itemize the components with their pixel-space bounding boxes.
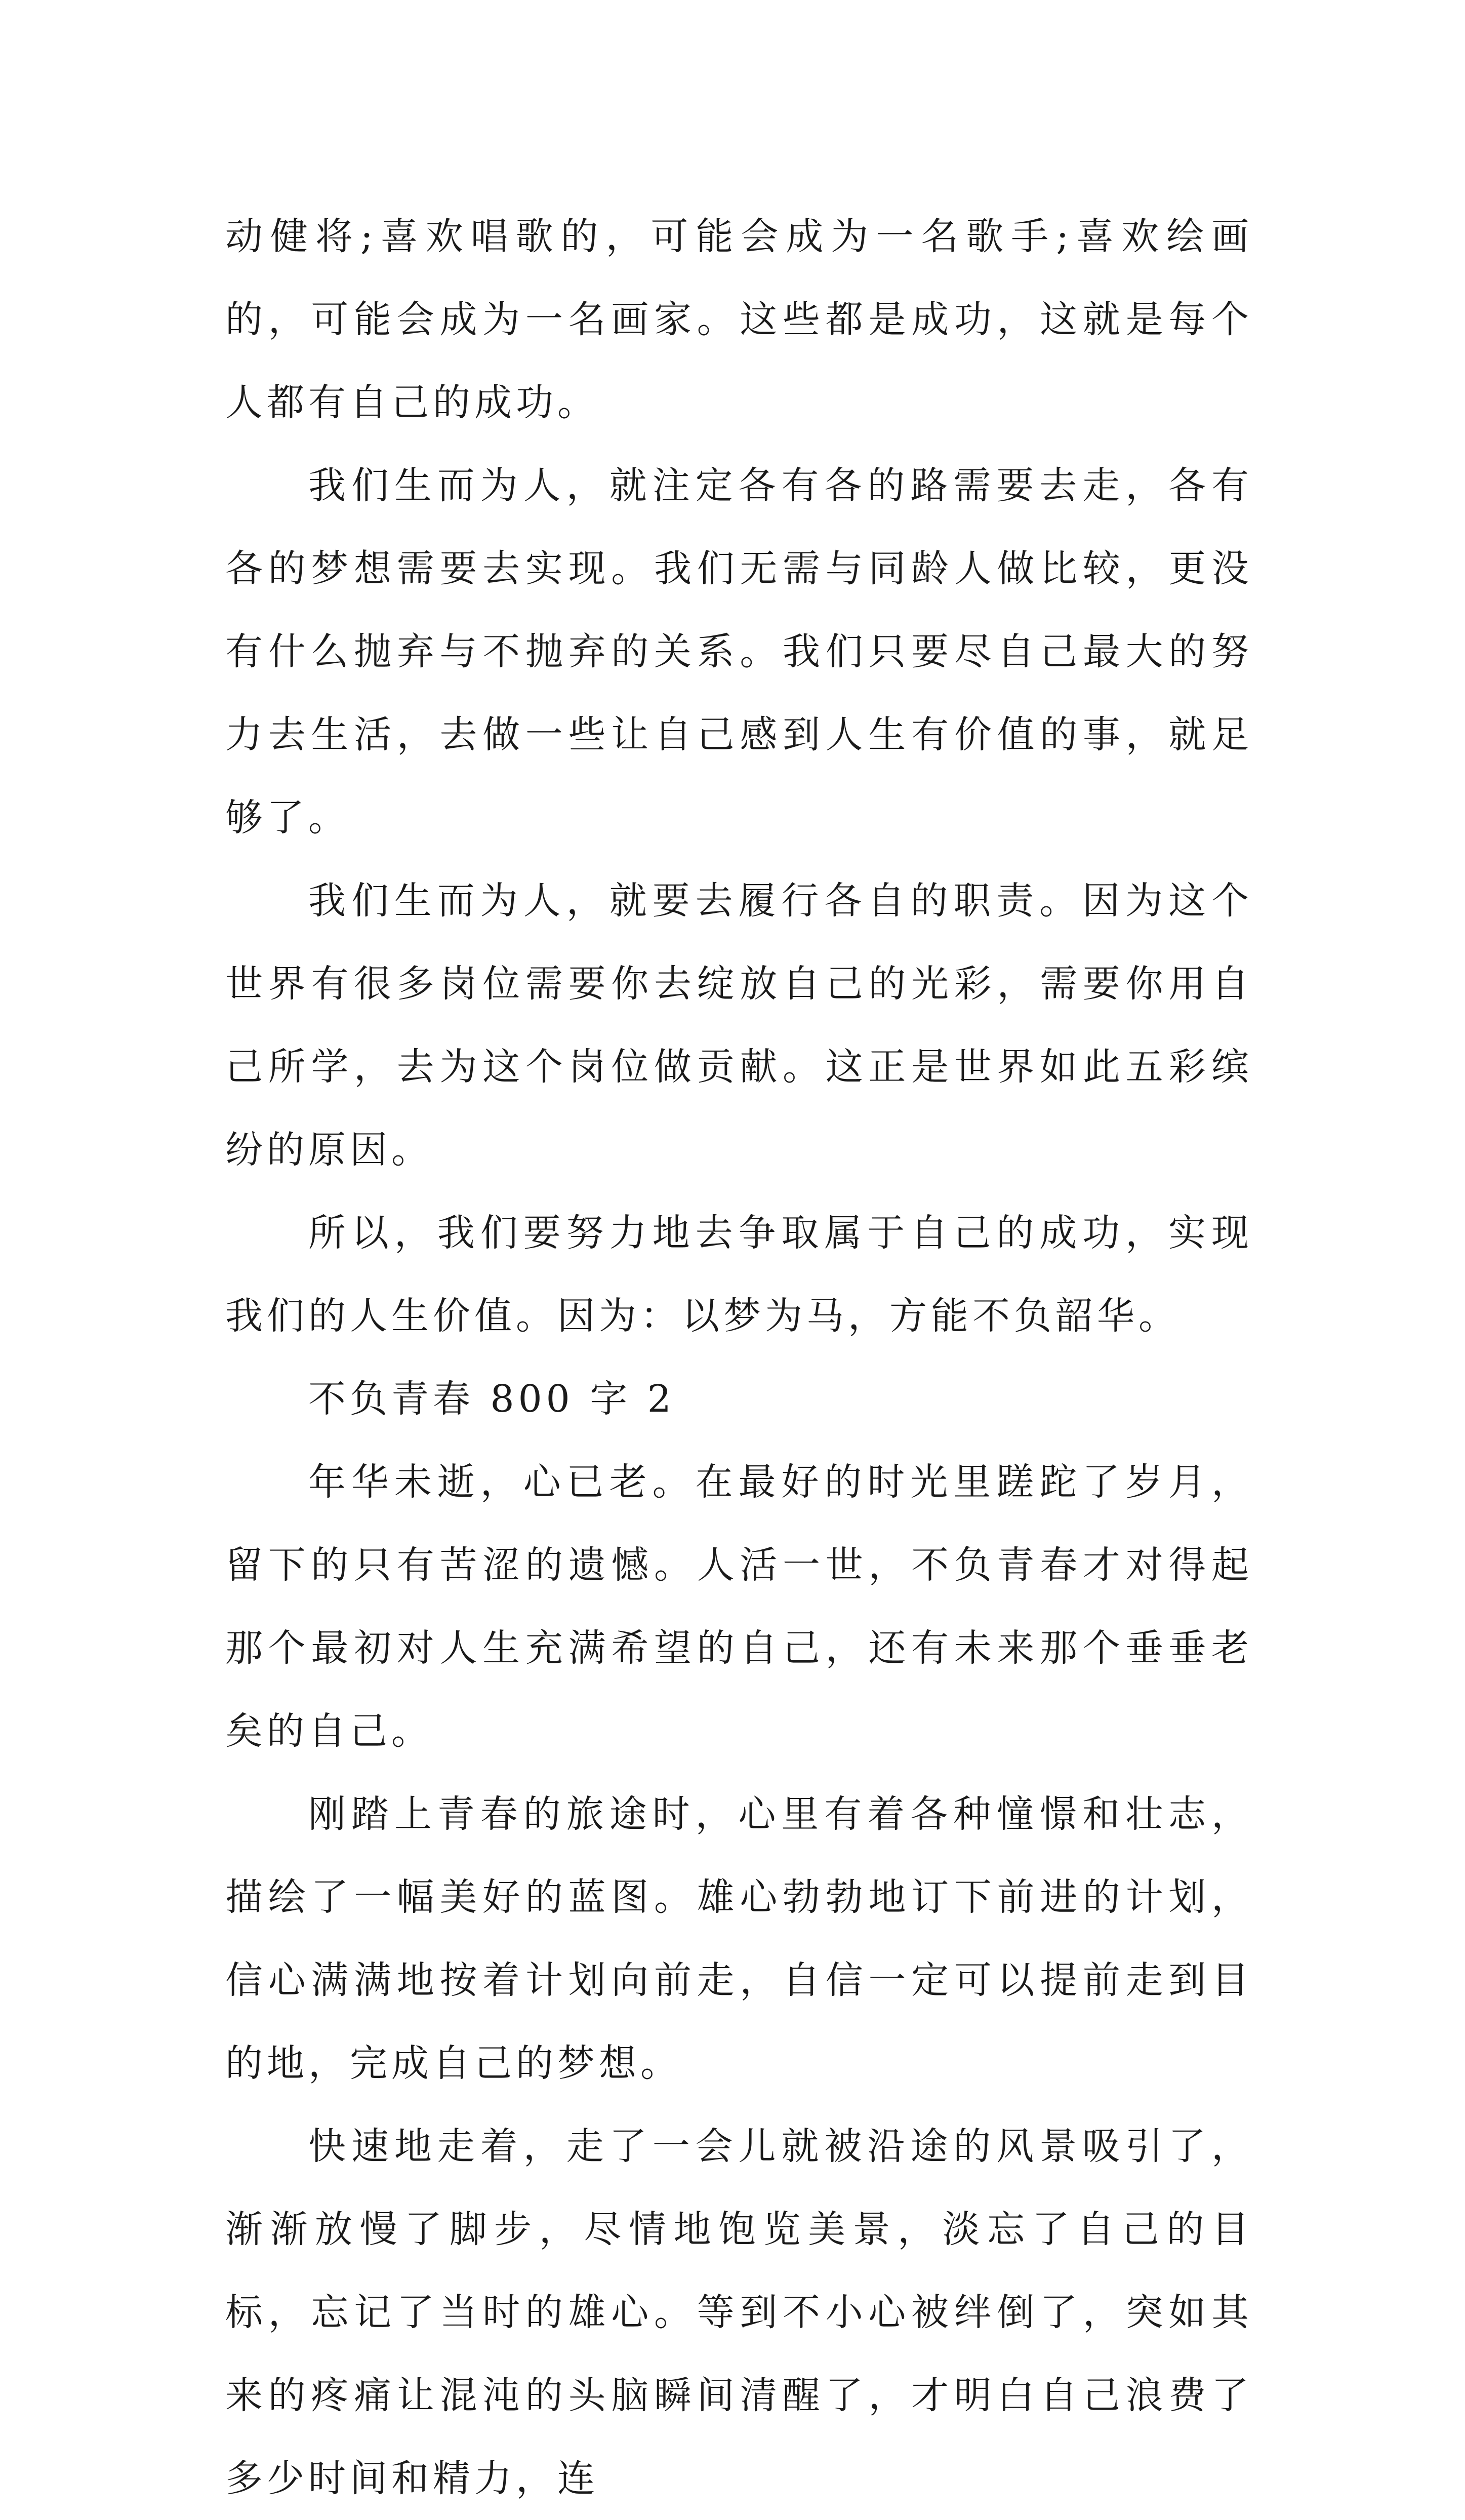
paragraph-2: 我们生而为人，就注定各有各的路需要去走，各有各的梦想需要去实现。我们无需与同龄人做比较，更没有什么抛弃与不抛弃的关系。我们只要尽自己最大的努力去生活，去做一些让自己感到人生有价值的事，就足够了。 [225,464,1253,839]
paragraph-1: 动健将;喜欢唱歌的，可能会成为一名歌手;喜欢绘画的，可能会成为一名画家。这些都是成功，这就是每个人都有自己的成功。 [225,215,1253,424]
section-heading: 不负青春 800 字 2 [308,1377,675,1421]
paragraph-3: 我们生而为人，就要去履行各自的职责。因为这个世界有很多岗位需要你去绽放自己的光彩，需要你用自己所学，去为这个岗位做贡献。这正是世界如此五彩缤纷的原因。 [225,879,1253,1172]
paragraph-6: 刚踏上青春的旅途时，心里有着各种憧憬和壮志，描绘了一幅美好的蓝图。雄心勃勃地订下前进的计划，信心满满地按着计划向前走，自信一定可以提前走到目的地，完成自己的梦想。 [225,1792,1253,2085]
paragraph-4: 所以，我们要努力地去争取属于自己的成功，实现我们的人生价值。因为：以梦为马，方能不负韶华。 [225,1211,1253,1338]
paragraph-7: 快速地走着，走了一会儿就被沿途的风景吸引了，渐渐放慢了脚步，尽情地饱览美景，淡忘了自己的目标，忘记了当时的雄心。等到不小心被绊倒了，突如其来的疼痛让混沌的头脑瞬间清醒了，才明白自己浪费了多少时间和精力，连 [225,2125,1253,2500]
document-body [225,195,1253,2520]
paragraph-5: 年华未逝，心已老。在最好的时光里蹉跎了岁月，留下的只有苦涩的遗憾。人活一世，不负青春才对得起那个最初对人生充满希望的自己，还有未来那个垂垂老矣的自己。 [225,1460,1253,1753]
